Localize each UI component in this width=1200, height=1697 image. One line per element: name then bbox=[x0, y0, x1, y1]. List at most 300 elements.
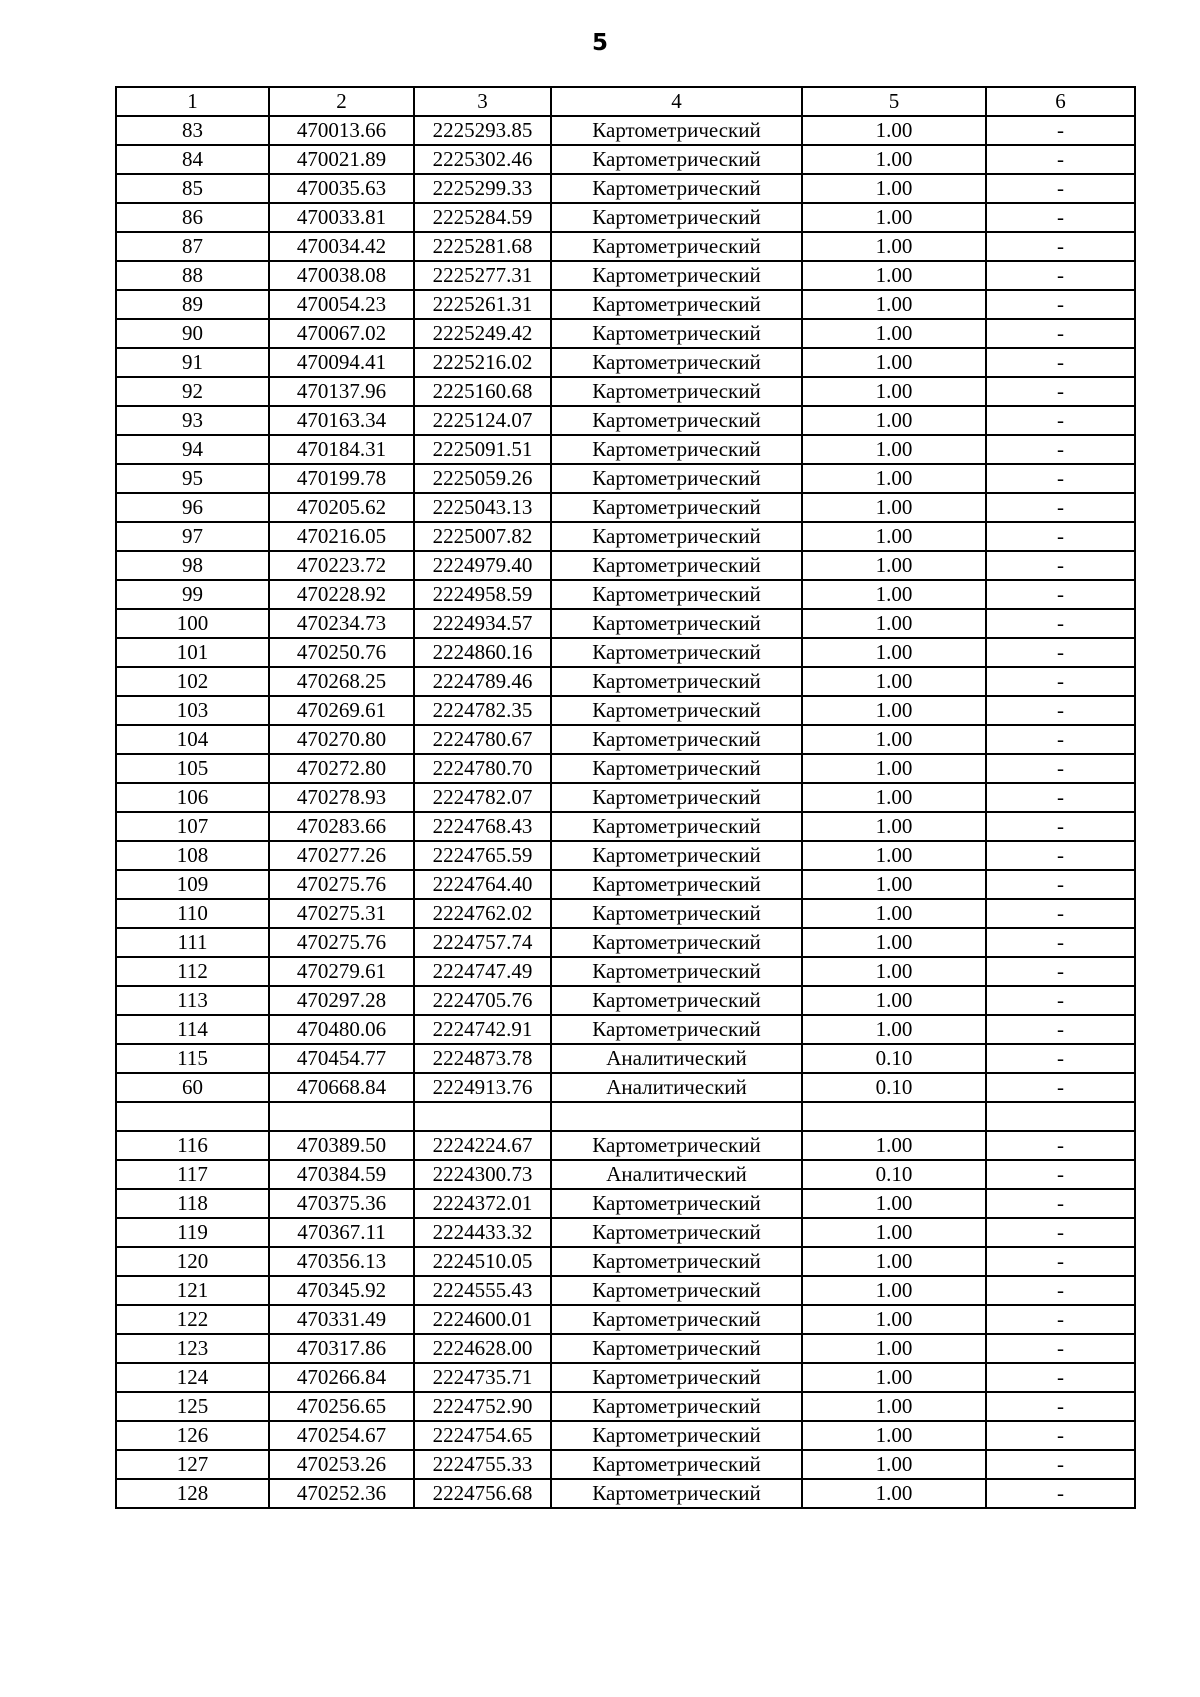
cell-accuracy: 1.00 bbox=[802, 783, 986, 812]
cell-method: Картометрический bbox=[551, 580, 802, 609]
cell-note: - bbox=[986, 928, 1135, 957]
cell-accuracy: 1.00 bbox=[802, 377, 986, 406]
header-cell-3: 3 bbox=[414, 87, 551, 116]
header-row bbox=[116, 87, 1135, 116]
table-row bbox=[116, 783, 1135, 812]
cell-note: - bbox=[986, 174, 1135, 203]
cell-point-number: 127 bbox=[116, 1450, 269, 1479]
table-header bbox=[116, 87, 1135, 116]
table-row bbox=[116, 406, 1135, 435]
cell-x-coordinate: 470054.23 bbox=[269, 290, 414, 319]
table-row bbox=[116, 290, 1135, 319]
cell-accuracy: 1.00 bbox=[802, 957, 986, 986]
cell-method: Картометрический bbox=[551, 1450, 802, 1479]
cell-method: Картометрический bbox=[551, 1421, 802, 1450]
cell-y-coordinate: 2224705.76 bbox=[414, 986, 551, 1015]
cell-note: - bbox=[986, 319, 1135, 348]
table-row bbox=[116, 1305, 1135, 1334]
table-row bbox=[116, 1131, 1135, 1160]
cell-point-number: 126 bbox=[116, 1421, 269, 1450]
cell-y-coordinate: 2224789.46 bbox=[414, 667, 551, 696]
table-row bbox=[116, 116, 1135, 145]
cell-x-coordinate: 470021.89 bbox=[269, 145, 414, 174]
cell-accuracy: 1.00 bbox=[802, 928, 986, 957]
cell-method: Картометрический bbox=[551, 1363, 802, 1392]
cell-accuracy: 1.00 bbox=[802, 1276, 986, 1305]
table-row bbox=[116, 1421, 1135, 1450]
table-row bbox=[116, 1450, 1135, 1479]
cell-y-coordinate: 2225160.68 bbox=[414, 377, 551, 406]
cell-method: Аналитический bbox=[551, 1044, 802, 1073]
cell-x-coordinate: 470199.78 bbox=[269, 464, 414, 493]
cell-method: Аналитический bbox=[551, 1073, 802, 1102]
table-row bbox=[116, 1102, 1135, 1131]
table-row bbox=[116, 1363, 1135, 1392]
cell-point-number bbox=[116, 1102, 269, 1131]
cell-accuracy: 1.00 bbox=[802, 841, 986, 870]
cell-point-number: 123 bbox=[116, 1334, 269, 1363]
cell-y-coordinate: 2224782.35 bbox=[414, 696, 551, 725]
cell-note: - bbox=[986, 522, 1135, 551]
cell-y-coordinate: 2224510.05 bbox=[414, 1247, 551, 1276]
cell-accuracy: 1.00 bbox=[802, 522, 986, 551]
cell-note: - bbox=[986, 290, 1135, 319]
cell-x-coordinate: 470480.06 bbox=[269, 1015, 414, 1044]
cell-note: - bbox=[986, 1479, 1135, 1508]
cell-accuracy: 0.10 bbox=[802, 1044, 986, 1073]
cell-y-coordinate: 2225007.82 bbox=[414, 522, 551, 551]
header-cell-2: 2 bbox=[269, 87, 414, 116]
table-row bbox=[116, 232, 1135, 261]
table-row bbox=[116, 348, 1135, 377]
cell-method: Картометрический bbox=[551, 928, 802, 957]
cell-method: Картометрический bbox=[551, 609, 802, 638]
cell-accuracy: 1.00 bbox=[802, 319, 986, 348]
cell-x-coordinate: 470234.73 bbox=[269, 609, 414, 638]
cell-method: Картометрический bbox=[551, 1392, 802, 1421]
cell-x-coordinate: 470034.42 bbox=[269, 232, 414, 261]
cell-point-number: 101 bbox=[116, 638, 269, 667]
cell-note: - bbox=[986, 1363, 1135, 1392]
cell-accuracy: 1.00 bbox=[802, 1305, 986, 1334]
cell-note: - bbox=[986, 1189, 1135, 1218]
cell-y-coordinate: 2224768.43 bbox=[414, 812, 551, 841]
cell-method: Картометрический bbox=[551, 841, 802, 870]
cell-y-coordinate: 2225293.85 bbox=[414, 116, 551, 145]
cell-accuracy: 0.10 bbox=[802, 1160, 986, 1189]
cell-accuracy: 1.00 bbox=[802, 1131, 986, 1160]
cell-method: Картометрический bbox=[551, 754, 802, 783]
cell-point-number: 119 bbox=[116, 1218, 269, 1247]
cell-y-coordinate: 2224958.59 bbox=[414, 580, 551, 609]
cell-x-coordinate: 470254.67 bbox=[269, 1421, 414, 1450]
cell-x-coordinate: 470356.13 bbox=[269, 1247, 414, 1276]
cell-x-coordinate: 470033.81 bbox=[269, 203, 414, 232]
cell-x-coordinate: 470253.26 bbox=[269, 1450, 414, 1479]
cell-note: - bbox=[986, 783, 1135, 812]
cell-note: - bbox=[986, 725, 1135, 754]
cell-point-number: 98 bbox=[116, 551, 269, 580]
cell-y-coordinate: 2224780.70 bbox=[414, 754, 551, 783]
cell-method: Картометрический bbox=[551, 232, 802, 261]
cell-method: Картометрический bbox=[551, 812, 802, 841]
cell-accuracy: 1.00 bbox=[802, 203, 986, 232]
table-row bbox=[116, 609, 1135, 638]
table-row bbox=[116, 986, 1135, 1015]
cell-note: - bbox=[986, 348, 1135, 377]
cell-x-coordinate: 470345.92 bbox=[269, 1276, 414, 1305]
cell-x-coordinate: 470317.86 bbox=[269, 1334, 414, 1363]
cell-point-number: 128 bbox=[116, 1479, 269, 1508]
cell-point-number: 112 bbox=[116, 957, 269, 986]
cell-accuracy: 1.00 bbox=[802, 1334, 986, 1363]
cell-note: - bbox=[986, 1131, 1135, 1160]
table-row bbox=[116, 841, 1135, 870]
cell-point-number: 113 bbox=[116, 986, 269, 1015]
cell-method: Картометрический bbox=[551, 435, 802, 464]
cell-x-coordinate: 470279.61 bbox=[269, 957, 414, 986]
cell-y-coordinate: 2225281.68 bbox=[414, 232, 551, 261]
cell-note: - bbox=[986, 493, 1135, 522]
cell-x-coordinate: 470283.66 bbox=[269, 812, 414, 841]
cell-note: - bbox=[986, 1392, 1135, 1421]
cell-y-coordinate: 2224752.90 bbox=[414, 1392, 551, 1421]
cell-x-coordinate: 470035.63 bbox=[269, 174, 414, 203]
cell-y-coordinate: 2224300.73 bbox=[414, 1160, 551, 1189]
cell-y-coordinate: 2224934.57 bbox=[414, 609, 551, 638]
cell-x-coordinate: 470331.49 bbox=[269, 1305, 414, 1334]
cell-x-coordinate: 470137.96 bbox=[269, 377, 414, 406]
cell-method: Картометрический bbox=[551, 696, 802, 725]
table-row bbox=[116, 551, 1135, 580]
cell-x-coordinate: 470375.36 bbox=[269, 1189, 414, 1218]
table-row bbox=[116, 174, 1135, 203]
cell-y-coordinate: 2224742.91 bbox=[414, 1015, 551, 1044]
cell-point-number: 118 bbox=[116, 1189, 269, 1218]
cell-point-number: 103 bbox=[116, 696, 269, 725]
cell-point-number: 104 bbox=[116, 725, 269, 754]
cell-note bbox=[986, 1102, 1135, 1131]
header-cell-5: 5 bbox=[802, 87, 986, 116]
cell-note: - bbox=[986, 899, 1135, 928]
table-row bbox=[116, 1247, 1135, 1276]
cell-point-number: 91 bbox=[116, 348, 269, 377]
cell-method: Картометрический bbox=[551, 725, 802, 754]
cell-note: - bbox=[986, 841, 1135, 870]
cell-note: - bbox=[986, 609, 1135, 638]
cell-x-coordinate bbox=[269, 1102, 414, 1131]
cell-point-number: 120 bbox=[116, 1247, 269, 1276]
cell-method: Картометрический bbox=[551, 290, 802, 319]
cell-point-number: 88 bbox=[116, 261, 269, 290]
cell-method: Картометрический bbox=[551, 1247, 802, 1276]
cell-accuracy: 1.00 bbox=[802, 1479, 986, 1508]
cell-note: - bbox=[986, 1247, 1135, 1276]
cell-accuracy: 1.00 bbox=[802, 1392, 986, 1421]
cell-y-coordinate: 2224224.67 bbox=[414, 1131, 551, 1160]
cell-x-coordinate: 470067.02 bbox=[269, 319, 414, 348]
cell-point-number: 108 bbox=[116, 841, 269, 870]
page-number: 5 bbox=[591, 30, 608, 56]
cell-point-number: 117 bbox=[116, 1160, 269, 1189]
cell-y-coordinate: 2225249.42 bbox=[414, 319, 551, 348]
cell-method: Картометрический bbox=[551, 174, 802, 203]
cell-y-coordinate: 2225059.26 bbox=[414, 464, 551, 493]
cell-x-coordinate: 470223.72 bbox=[269, 551, 414, 580]
cell-point-number: 121 bbox=[116, 1276, 269, 1305]
cell-x-coordinate: 470094.41 bbox=[269, 348, 414, 377]
cell-point-number: 94 bbox=[116, 435, 269, 464]
table-row bbox=[116, 638, 1135, 667]
cell-x-coordinate: 470277.26 bbox=[269, 841, 414, 870]
cell-point-number: 95 bbox=[116, 464, 269, 493]
cell-method: Картометрический bbox=[551, 551, 802, 580]
cell-accuracy: 1.00 bbox=[802, 1189, 986, 1218]
cell-note: - bbox=[986, 435, 1135, 464]
cell-accuracy: 1.00 bbox=[802, 551, 986, 580]
cell-point-number: 89 bbox=[116, 290, 269, 319]
cell-accuracy: 1.00 bbox=[802, 1015, 986, 1044]
cell-point-number: 125 bbox=[116, 1392, 269, 1421]
cell-note: - bbox=[986, 1015, 1135, 1044]
table-row bbox=[116, 1334, 1135, 1363]
cell-method: Картометрический bbox=[551, 493, 802, 522]
cell-y-coordinate: 2225284.59 bbox=[414, 203, 551, 232]
cell-method: Картометрический bbox=[551, 667, 802, 696]
cell-accuracy: 1.00 bbox=[802, 145, 986, 174]
cell-method: Картометрический bbox=[551, 406, 802, 435]
cell-y-coordinate: 2224782.07 bbox=[414, 783, 551, 812]
cell-y-coordinate bbox=[414, 1102, 551, 1131]
table-row bbox=[116, 1044, 1135, 1073]
cell-x-coordinate: 470163.34 bbox=[269, 406, 414, 435]
cell-note: - bbox=[986, 464, 1135, 493]
cell-y-coordinate: 2225277.31 bbox=[414, 261, 551, 290]
table-row bbox=[116, 377, 1135, 406]
table-row bbox=[116, 696, 1135, 725]
cell-x-coordinate: 470367.11 bbox=[269, 1218, 414, 1247]
table-row bbox=[116, 754, 1135, 783]
table-row bbox=[116, 580, 1135, 609]
cell-point-number: 115 bbox=[116, 1044, 269, 1073]
cell-method: Картометрический bbox=[551, 522, 802, 551]
table-row bbox=[116, 928, 1135, 957]
cell-method: Картометрический bbox=[551, 783, 802, 812]
cell-x-coordinate: 470205.62 bbox=[269, 493, 414, 522]
cell-point-number: 86 bbox=[116, 203, 269, 232]
cell-note: - bbox=[986, 1421, 1135, 1450]
cell-method: Картометрический bbox=[551, 464, 802, 493]
table-row bbox=[116, 1189, 1135, 1218]
cell-x-coordinate: 470272.80 bbox=[269, 754, 414, 783]
cell-point-number: 110 bbox=[116, 899, 269, 928]
cell-accuracy: 1.00 bbox=[802, 174, 986, 203]
table-row bbox=[116, 1073, 1135, 1102]
cell-note: - bbox=[986, 261, 1135, 290]
cell-y-coordinate: 2224755.33 bbox=[414, 1450, 551, 1479]
cell-y-coordinate: 2224747.49 bbox=[414, 957, 551, 986]
cell-accuracy: 1.00 bbox=[802, 261, 986, 290]
cell-accuracy: 1.00 bbox=[802, 464, 986, 493]
cell-method: Картометрический bbox=[551, 957, 802, 986]
cell-accuracy: 0.10 bbox=[802, 1073, 986, 1102]
cell-accuracy: 1.00 bbox=[802, 435, 986, 464]
cell-method: Картометрический bbox=[551, 1015, 802, 1044]
cell-y-coordinate: 2224735.71 bbox=[414, 1363, 551, 1392]
cell-x-coordinate: 470278.93 bbox=[269, 783, 414, 812]
table-row bbox=[116, 899, 1135, 928]
cell-method: Картометрический bbox=[551, 261, 802, 290]
cell-point-number: 107 bbox=[116, 812, 269, 841]
cell-y-coordinate: 2224860.16 bbox=[414, 638, 551, 667]
cell-note: - bbox=[986, 116, 1135, 145]
cell-x-coordinate: 470454.77 bbox=[269, 1044, 414, 1073]
cell-point-number: 93 bbox=[116, 406, 269, 435]
cell-x-coordinate: 470268.25 bbox=[269, 667, 414, 696]
cell-x-coordinate: 470297.28 bbox=[269, 986, 414, 1015]
cell-y-coordinate: 2225216.02 bbox=[414, 348, 551, 377]
cell-y-coordinate: 2225091.51 bbox=[414, 435, 551, 464]
cell-note: - bbox=[986, 580, 1135, 609]
cell-method: Картометрический bbox=[551, 1218, 802, 1247]
table-row bbox=[116, 1392, 1135, 1421]
cell-method: Картометрический bbox=[551, 899, 802, 928]
cell-accuracy: 1.00 bbox=[802, 348, 986, 377]
cell-point-number: 105 bbox=[116, 754, 269, 783]
cell-method: Картометрический bbox=[551, 1479, 802, 1508]
cell-note: - bbox=[986, 986, 1135, 1015]
cell-method: Картометрический bbox=[551, 1276, 802, 1305]
cell-method: Картометрический bbox=[551, 348, 802, 377]
cell-y-coordinate: 2224979.40 bbox=[414, 551, 551, 580]
cell-note: - bbox=[986, 638, 1135, 667]
cell-note: - bbox=[986, 406, 1135, 435]
cell-note: - bbox=[986, 203, 1135, 232]
cell-y-coordinate: 2225261.31 bbox=[414, 290, 551, 319]
cell-accuracy: 1.00 bbox=[802, 725, 986, 754]
cell-accuracy: 1.00 bbox=[802, 493, 986, 522]
cell-y-coordinate: 2224873.78 bbox=[414, 1044, 551, 1073]
cell-point-number: 84 bbox=[116, 145, 269, 174]
cell-y-coordinate: 2225124.07 bbox=[414, 406, 551, 435]
cell-point-number: 83 bbox=[116, 116, 269, 145]
cell-note: - bbox=[986, 1334, 1135, 1363]
cell-accuracy: 1.00 bbox=[802, 1450, 986, 1479]
cell-note: - bbox=[986, 1160, 1135, 1189]
cell-note: - bbox=[986, 667, 1135, 696]
table-row bbox=[116, 957, 1135, 986]
cell-point-number: 106 bbox=[116, 783, 269, 812]
cell-y-coordinate: 2224762.02 bbox=[414, 899, 551, 928]
table-row bbox=[116, 261, 1135, 290]
cell-accuracy: 1.00 bbox=[802, 696, 986, 725]
cell-point-number: 116 bbox=[116, 1131, 269, 1160]
header-cell-6: 6 bbox=[986, 87, 1135, 116]
table-row bbox=[116, 493, 1135, 522]
table-body bbox=[116, 116, 1135, 1508]
cell-method: Картометрический bbox=[551, 1305, 802, 1334]
cell-x-coordinate: 470256.65 bbox=[269, 1392, 414, 1421]
cell-note: - bbox=[986, 1450, 1135, 1479]
cell-y-coordinate: 2224754.65 bbox=[414, 1421, 551, 1450]
coordinates-table bbox=[115, 86, 1136, 1509]
table-row bbox=[116, 1479, 1135, 1508]
table-row bbox=[116, 667, 1135, 696]
cell-point-number: 109 bbox=[116, 870, 269, 899]
cell-method: Картометрический bbox=[551, 116, 802, 145]
cell-y-coordinate: 2224757.74 bbox=[414, 928, 551, 957]
cell-point-number: 99 bbox=[116, 580, 269, 609]
cell-method: Картометрический bbox=[551, 1334, 802, 1363]
cell-x-coordinate: 470252.36 bbox=[269, 1479, 414, 1508]
cell-point-number: 96 bbox=[116, 493, 269, 522]
header-cell-1: 1 bbox=[116, 87, 269, 116]
cell-x-coordinate: 470269.61 bbox=[269, 696, 414, 725]
table-row bbox=[116, 870, 1135, 899]
cell-y-coordinate: 2225043.13 bbox=[414, 493, 551, 522]
cell-method: Картометрический bbox=[551, 986, 802, 1015]
cell-point-number: 90 bbox=[116, 319, 269, 348]
cell-point-number: 60 bbox=[116, 1073, 269, 1102]
cell-y-coordinate: 2224555.43 bbox=[414, 1276, 551, 1305]
cell-method: Картометрический bbox=[551, 1131, 802, 1160]
cell-method: Картометрический bbox=[551, 638, 802, 667]
cell-point-number: 122 bbox=[116, 1305, 269, 1334]
cell-accuracy: 1.00 bbox=[802, 1421, 986, 1450]
table-row bbox=[116, 145, 1135, 174]
table-row bbox=[116, 203, 1135, 232]
cell-method bbox=[551, 1102, 802, 1131]
cell-y-coordinate: 2224764.40 bbox=[414, 870, 551, 899]
cell-x-coordinate: 470668.84 bbox=[269, 1073, 414, 1102]
cell-note: - bbox=[986, 957, 1135, 986]
cell-accuracy: 1.00 bbox=[802, 754, 986, 783]
cell-note: - bbox=[986, 754, 1135, 783]
cell-accuracy: 1.00 bbox=[802, 812, 986, 841]
cell-point-number: 114 bbox=[116, 1015, 269, 1044]
cell-x-coordinate: 470270.80 bbox=[269, 725, 414, 754]
cell-note: - bbox=[986, 145, 1135, 174]
cell-note: - bbox=[986, 551, 1135, 580]
cell-point-number: 85 bbox=[116, 174, 269, 203]
cell-x-coordinate: 470013.66 bbox=[269, 116, 414, 145]
cell-y-coordinate: 2224628.00 bbox=[414, 1334, 551, 1363]
cell-method: Картометрический bbox=[551, 870, 802, 899]
cell-note: - bbox=[986, 1044, 1135, 1073]
cell-x-coordinate: 470384.59 bbox=[269, 1160, 414, 1189]
cell-y-coordinate: 2224372.01 bbox=[414, 1189, 551, 1218]
cell-note: - bbox=[986, 696, 1135, 725]
table-row bbox=[116, 1276, 1135, 1305]
cell-point-number: 102 bbox=[116, 667, 269, 696]
cell-y-coordinate: 2225299.33 bbox=[414, 174, 551, 203]
cell-note: - bbox=[986, 1305, 1135, 1334]
cell-x-coordinate: 470216.05 bbox=[269, 522, 414, 551]
cell-accuracy: 1.00 bbox=[802, 1247, 986, 1276]
cell-y-coordinate: 2224756.68 bbox=[414, 1479, 551, 1508]
cell-point-number: 111 bbox=[116, 928, 269, 957]
cell-y-coordinate: 2225302.46 bbox=[414, 145, 551, 174]
cell-accuracy bbox=[802, 1102, 986, 1131]
table-row bbox=[116, 435, 1135, 464]
table-row bbox=[116, 522, 1135, 551]
cell-method: Картометрический bbox=[551, 203, 802, 232]
cell-x-coordinate: 470275.31 bbox=[269, 899, 414, 928]
table-row bbox=[116, 464, 1135, 493]
cell-accuracy: 1.00 bbox=[802, 1363, 986, 1392]
cell-point-number: 100 bbox=[116, 609, 269, 638]
table-row bbox=[116, 1160, 1135, 1189]
